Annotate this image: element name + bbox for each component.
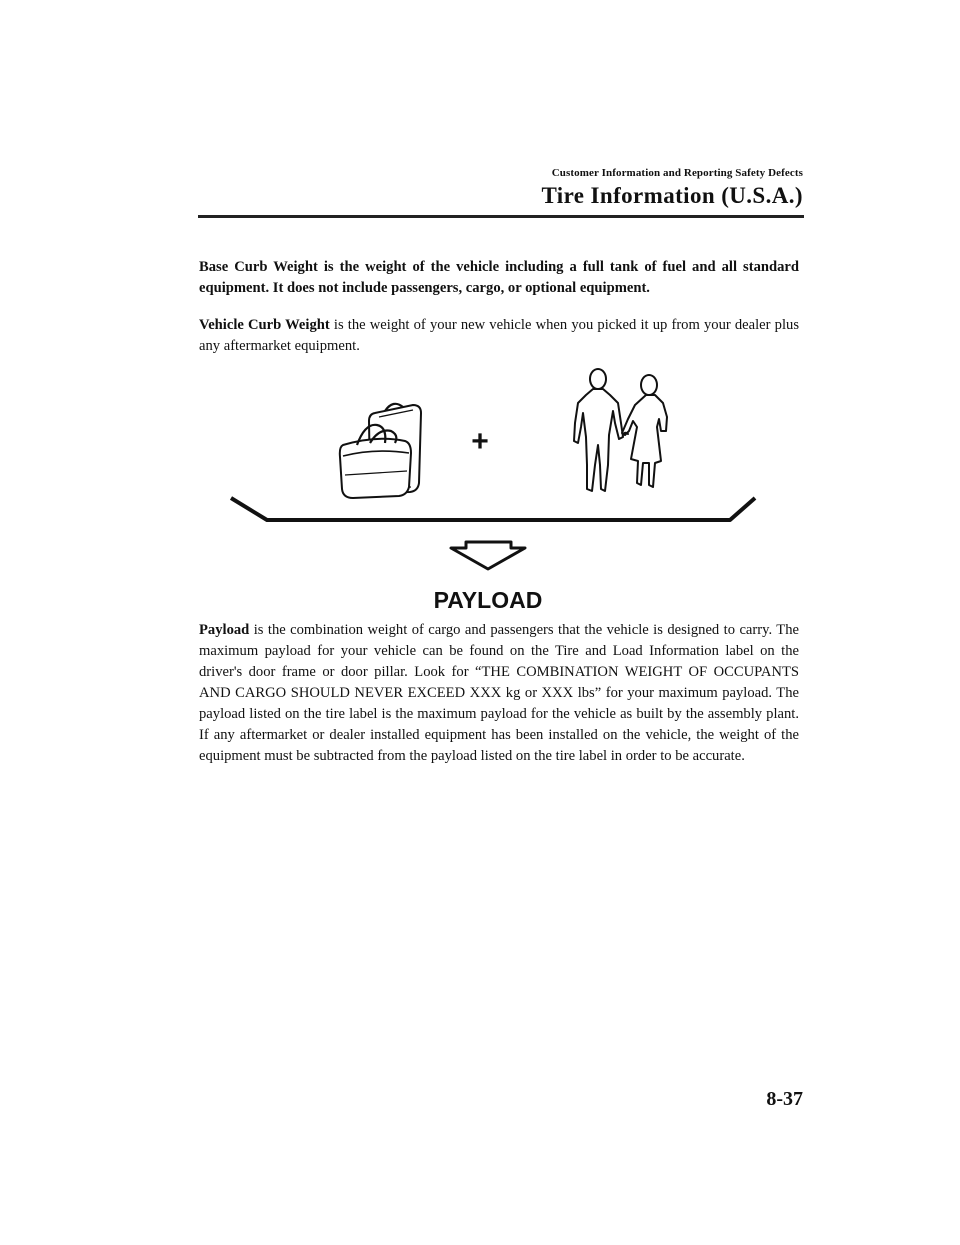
down-arrow-icon (451, 542, 525, 569)
base-curb-weight-paragraph: Base Curb Weight is the weight of the vehicle including a full tank of fuel and all standard equipment. It does not include passengers, cargo, or optional equipment. (199, 259, 799, 296)
payload-text: is the combination weight of cargo and passengers that the vehicle is designed to carry. The maximum payload for your vehicle can be found on the Tire and Load Information label on the driver's door frame or door pillar. Look for “THE COMBINATION WEIGHT OF OCCUPANTS AND CARGO SHOULD NEVER EXCEED XXX kg or XXX lbs” for your maximum payload. The payload listed on the tire label is the maximum payload for the vehicle as built by the assembly plant. If any aftermarket or dealer installed equipment has been installed on the vehicle, the weight of the equipment must be subtracted from the payload listed on the tire label in order to be accurate. (199, 622, 799, 764)
page-number: 8-37 (766, 1088, 803, 1110)
bracket-line (231, 498, 755, 520)
vehicle-curb-weight-term: Vehicle Curb Weight (199, 317, 330, 333)
payload-label: PAYLOAD (433, 587, 543, 613)
section-title: Customer Information and Reporting Safety Defects (551, 167, 803, 179)
vehicle-curb-weight-text: is the weight of your new vehicle when you picked it up from your dealer plus any aftermarket equipment. (199, 317, 799, 354)
page-title: Tire Information (U.S.A.) (541, 183, 803, 208)
plus-sign: + (471, 425, 489, 458)
luggage-icon (340, 404, 421, 498)
header-rule (198, 215, 804, 218)
payload-paragraph (199, 620, 799, 767)
payload-term: Payload (199, 622, 250, 638)
payload-illustration (225, 365, 765, 615)
people-icon (574, 369, 667, 491)
vehicle-curb-weight-paragraph (199, 315, 799, 357)
